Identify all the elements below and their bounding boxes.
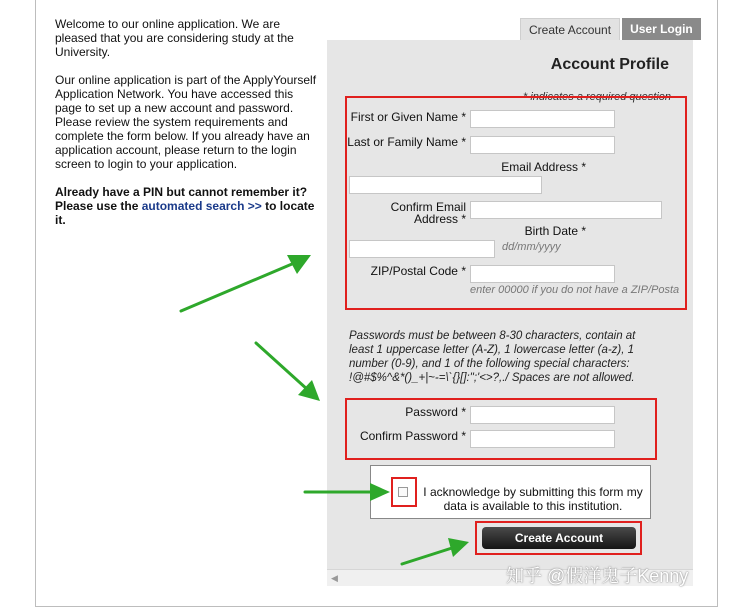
password-rules: Passwords must be between 8-30 characters, contain at least 1 uppercase letter (A-Z), 1 lowercase letter (a-z), 1 number (0-9), and 1 of the following special characters: !@#$%^&*()_+|~-=\`{}[]:";'<>?,./ Spaces are not allowed. <box>349 330 636 384</box>
scroll-left-icon[interactable]: ◀ <box>331 573 338 583</box>
password-label: Password * <box>405 405 466 419</box>
automated-search-link[interactable]: automated search >> <box>141 199 262 213</box>
zip-hint: enter 00000 if you do not have a ZIP/Posta <box>470 284 680 296</box>
pin-help-suffix: to locate it. <box>55 199 315 227</box>
acknowledge-text: I acknowledge by submitting this form my data is available to this institution. <box>423 485 643 513</box>
welcome-text: Welcome to our online application. We are pleased that you are considering study at the University. <box>55 17 294 59</box>
zip-label: ZIP/Postal Code * <box>370 264 466 278</box>
tab-user-login[interactable]: User Login <box>622 18 701 40</box>
birth-date-label: Birth Date * <box>524 224 586 238</box>
required-note: * indicates a required question <box>523 91 671 103</box>
description-text: Our online application is part of the ApplyYourself Application Network. You have accessed this page to set up a new account and password. Please review the system requirements and complete the form below. If you already have an application account, please return to the login screen to login to your application. <box>55 73 317 171</box>
confirm-password-label: Confirm Password * <box>359 429 466 443</box>
arrow-to-checkbox-icon <box>305 483 390 501</box>
last-name-label: Last or Family Name * <box>347 135 466 149</box>
birth-date-hint: dd/mm/yyyy <box>502 241 561 253</box>
panel-title: Account Profile <box>550 56 669 73</box>
tab-create-account[interactable]: Create Account <box>520 18 620 41</box>
first-name-label: First or Given Name * <box>350 110 466 124</box>
watermark: 知乎 @假洋鬼子Kenny <box>506 566 689 586</box>
confirm-email-label: Confirm Email Address * <box>390 200 466 226</box>
arrow-to-profile-icon <box>181 255 311 311</box>
arrow-to-button-icon <box>402 538 469 564</box>
pin-help-prefix: Already have a PIN but cannot remember it? Please use the <box>55 185 308 213</box>
create-account-button[interactable]: Create Account <box>482 527 636 549</box>
arrow-to-password-icon <box>256 343 320 401</box>
email-label: Email Address * <box>501 160 586 174</box>
